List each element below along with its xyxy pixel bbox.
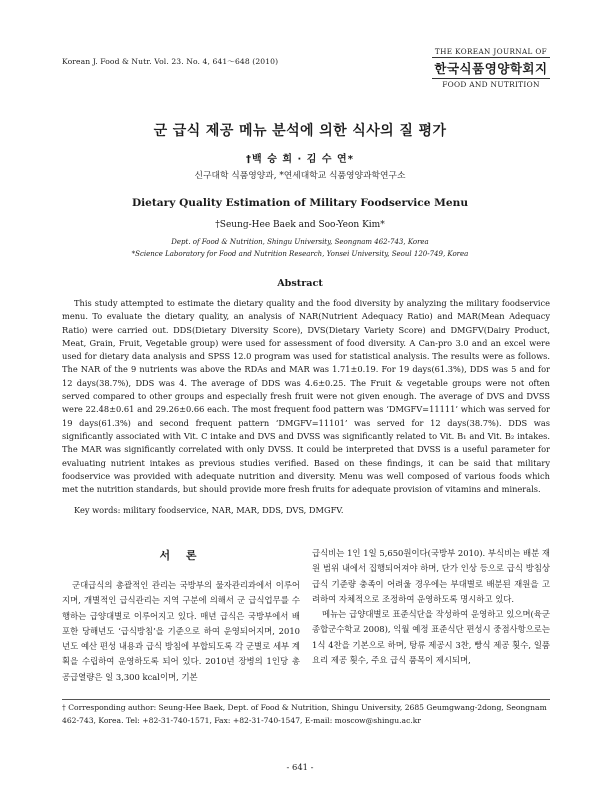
title-korean: 군 급식 제공 메뉴 분석에 의한 식사의 질 평가 — [153, 123, 447, 139]
journal-name-bottom: FOOD AND NUTRITION — [432, 78, 550, 89]
section-heading-introduction: 서 론 — [159, 549, 203, 562]
authors-korean: †백 승 희 · 김 수 연* — [246, 154, 354, 165]
journal-name-korean: 한국식품영양학회지 — [434, 61, 548, 76]
intro-right-column — [312, 546, 550, 668]
title-english: Dietary Quality Estimation of Military Foodservice Menu — [131, 197, 469, 209]
citation-line: Korean J. Food & Nutr. Vol. 23. No. 4, 641～648 (2010) — [62, 57, 279, 66]
abstract-body — [62, 297, 550, 496]
page-number: - 641 - — [286, 762, 314, 772]
abstract-paragraph: This study attempted to estimate the dietary quality and the food diversity by analyzing the military foodservice menu. To evaluate the dietary quality, an analysis of NAR(Nutrient Adequacy Ratio) and MAR(Mean Adequacy Ratio) were carried out. DDS(Dietary Diversity Score), DVS(Dietary Variety Score) and DMGFV(Dairy Product, Meat, Grain, Fruit, Vegetable group) were used for assessment of food diversity. A Can-pro 3.0 and an excel were used for dietary data analysis and SPSS 12.0 program was used for statistical analysis. The results were as follows. The NAR of the 9 nutrients was above the RDAs and MAR was 1.71±0.19. For 19 days(61.3%), DDS was 5 and for 12 days(38.7%), DDS was 4. The average of DDS was 4.6±0.25. The Fruit & vegetable groups were not often served compared to other groups and especially fresh fruit were not given enough. The average of DVS and DVSS were 22.48±0.61 and 29.26±0.66 each. The most frequent food pattern was ‘DMGFV=11111’ which was served for 19 days(61.3%) and second frequent pattern ‘DMGFV=11101’ was served for 12 days(38.7%). DDS was significantly associated with Vit. C intake and DVS and DVSS was significantly related to Vit. B₁ and Vit. B₂ intakes. The MAR was significantly correlated with only DVSS. It could be interpreted that DVSS is a useful parameter for evaluating nutrient intakes as previous studies verified. Based on these findings, it can be said that military foodservice was provided with adequate nutrition and diversity. Menu was well composed of various foods which met the nutrition standards, but should provide more fresh fruits for adequate provision of vitamins and minerals. — [62, 298, 550, 495]
authors-english: †Seung-Hee Baek and Soo-Yeon Kim* — [215, 220, 385, 230]
affiliations-korean: 신구대학 식품영양과, *연세대학교 식품영양과학연구소 — [194, 171, 406, 181]
journal-name-top: THE KOREAN JOURNAL OF — [432, 47, 550, 58]
keywords: Key words: military foodservice, NAR, MAR, DDS, DVS, DMGFV. — [74, 505, 344, 515]
corresponding-author-footnote: † Corresponding author: Seung-Hee Baek, Dept. of Food & Nutrition, Shingu University, 2685 Geumgwang-2dong, Seongnam 462-743, Korea. Tel: +82-31-740-1571, Fax: +82-31-740-1547, E-mail: moscow@shingu.ac.kr — [62, 703, 547, 725]
intro-right-paragraph-2: 메뉴는 급양대별로 표준식단을 작성하여 운영하고 있으며(육군종합군수학교 2008), 익월 예정 표준식단 편성시 중점사항으로는 1식 4찬을 기본으로 하며, 탕류 제공시 3찬, 빵식 제공 횟수, 일품요리 제공 횟수, 주요 급식 품목이 제시되며, — [312, 609, 550, 666]
affiliation-english-1: Dept. of Food & Nutrition, Shingu University, Seongnam 462-743, Korea — [171, 238, 429, 246]
affiliation-english-2: *Science Laboratory for Food and Nutrition Research, Yonsei University, Seoul 120-749, Korea — [131, 250, 469, 258]
journal-logo — [432, 47, 550, 89]
abstract-heading: Abstract — [277, 278, 323, 289]
footnote-divider — [62, 699, 550, 700]
intro-left-column: 군대급식의 총괄적인 관리는 국방부의 물자관리과에서 이루어지며, 개별적인 급식관리는 지역 구분에 의해서 군 급식업무를 수행하는 급양대별로 이루어지고 있다. 매년 급식은 국방부에서 배포한 당해년도 ‘급식방침’을 기준으로 하여 운영되어지며, 2010년도 예산 편성 내용과 급식 방침에 부합되도록 각 군별로 세부 계획을 수립하여 운영하도록 되어 있다. 2010년 장병의 1인당 총 공급열량은 일 3,300 kcal이며, 기본 — [62, 580, 300, 682]
intro-right-paragraph-1: 급식비는 1인 1일 5,650원이다(국방부 2010). 부식비는 배분 재원 범위 내에서 집행되어져야 하며, 단가 인상 등으로 급식 방침상 급식 기준량 충족이 어려울 경우에는 부대별로 배분된 재원을 고려하여 자체적으로 조정하여 운영하도록 명시하고 있다. — [312, 548, 550, 604]
